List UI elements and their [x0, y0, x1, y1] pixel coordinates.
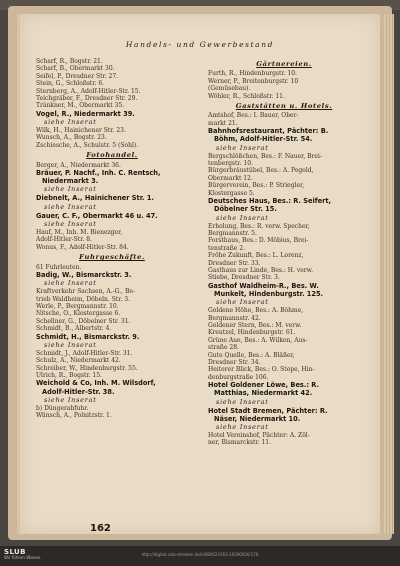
directory-entry: Bergschlößchen, Bes.: F. Nauer, Brei- — [208, 152, 322, 160]
directory-entry: trieb Waldheim, Döbeln. Str. 3. — [36, 295, 130, 303]
featured-entry: Adolf-Hitler-Str. 38. — [42, 387, 115, 396]
directory-entry: Bergmannstr. 5. — [208, 229, 257, 237]
directory-entry: 61 Fuhrleuten. — [36, 263, 82, 271]
featured-entry: Gasthof Waldheim-R., Bes. W. — [208, 281, 319, 290]
featured-entry: Deutsches Haus, Bes.: R. Seifert, — [208, 197, 331, 206]
directory-entry: Berger, A., Niedermarkt 36. — [36, 161, 121, 169]
directory-entry: Erholung, Bes.: R. verw. Specher, — [208, 222, 310, 230]
featured-entry: Matthias, Niedermarkt 42. — [214, 389, 313, 398]
see-advert-note: siehe Inserat — [216, 298, 269, 307]
slub-logo-subtitle: Wir führen Wissen. — [4, 555, 42, 560]
featured-entry: Vogel, R., Niedermarkt 39. — [36, 109, 135, 118]
see-advert-note: siehe Inserat — [216, 213, 269, 222]
directory-entry: Scharf, R., Bogstr. 21. — [36, 58, 103, 65]
directory-entry: Bergmannstr. 42. — [208, 314, 261, 322]
featured-entry: Badig, W., Bismarckstr. 3. — [36, 270, 132, 279]
category-heading: Fuhrgeschäfte. — [79, 253, 145, 262]
see-advert-note: siehe Inserat — [44, 340, 97, 349]
featured-entry: Böhm, Adolf-Hitler-Str. 54. — [214, 135, 313, 144]
directory-entry: Kraftverkehr Sachsen, A.-G., Be- — [36, 288, 135, 296]
directory-entry: Grüne Aue, Bes.: A. Wilken, Aus- — [208, 336, 308, 344]
category-heading: Gärtnereien. — [256, 60, 312, 68]
page-header: Handels- und Gewerbestand — [125, 40, 275, 49]
left-column — [36, 58, 188, 420]
directory-entry: Tränkner, M., Obermarkt 35. — [36, 102, 125, 110]
featured-entry: Niedermarkt 3. — [42, 177, 99, 186]
category-heading: Gaststätten u. Hotels. — [235, 102, 333, 111]
directory-entry: Zschiesche, A., Schulstr. 5 (Sohl). — [36, 141, 139, 149]
directory-entry: Werle, P., Bergmannstr. 10. — [36, 302, 119, 310]
see-advert-note: siehe Inserat — [44, 185, 97, 194]
directory-entry: Goldene Höhe, Bes.: A. Böhme, — [208, 307, 304, 315]
directory-entry: tenbergstr. 10. — [208, 160, 253, 168]
directory-entry: straße 28. — [208, 344, 239, 352]
category-heading: Fotohandel. — [86, 151, 138, 160]
directory-entry: Forsthaus, Bes.: D. Möbius, Brei- — [208, 237, 309, 245]
directory-entry: markt 21. — [208, 119, 238, 127]
directory-entry: Schellner, G., Döbelner Str. 31. — [36, 317, 131, 325]
book-page — [20, 14, 380, 534]
directory-entry: Fröhe Zukunft, Bes.: L. Lorenz, — [208, 252, 304, 260]
featured-entry: Bahnhofsrestaurant, Pächter: B. — [208, 127, 329, 136]
directory-entry: tenstraße 2. — [208, 244, 245, 252]
directory-entry: Seifel, P., Dresdner Str. 27. — [36, 72, 119, 80]
slub-logo-text: SLUB — [4, 548, 26, 556]
right-column — [208, 58, 360, 447]
directory-entry: Wunsch, A., Bogstr. 23. — [36, 134, 107, 142]
featured-entry: Weichold & Co, Inh. M. Wilsdorf, — [36, 379, 156, 388]
featured-entry: Schmidt, H., Bismarckstr. 9. — [36, 332, 140, 341]
directory-entry: Gasthaus zur Linde, Bes.: H. verw. — [208, 266, 313, 274]
featured-entry: Hotel Stadt Bremen, Pächter: R. — [208, 406, 328, 415]
featured-entry: Gauer, C. F., Obermarkt 46 u. 47. — [36, 211, 158, 220]
directory-entry: (Gemüsebau). — [208, 85, 251, 93]
directory-entry: Stiebe, Dresdner Str. 3. — [208, 274, 280, 282]
directory-entry: Adolf-Hitler-Str. 8. — [36, 236, 92, 244]
directory-entry: Kreutzel, Hindenburgstr. 61. — [208, 329, 296, 337]
featured-entry: Bräuer, P. Nachf., Inh. C. Rentsch, — [36, 169, 161, 178]
directory-entry: Dresdner Str. 34. — [208, 359, 261, 366]
directory-entry: Wilk, H., Hainichener Str. 23. — [36, 127, 126, 135]
featured-entry: Hotel Goldener Löwe, Bes.: R. — [208, 381, 319, 390]
directory-entry: Furth, R., Hindenburgstr. 10. — [208, 70, 297, 78]
directory-entry: Klostergasse 5. — [208, 189, 255, 197]
page-number: 162 — [90, 523, 111, 534]
directory-entry: Amtshof, Bes.: I. Bauer, Ober- — [208, 112, 299, 120]
directory-entry: Werner, P., Breitenburgstr. 10 — [208, 77, 299, 85]
directory-entry: Ulrich, R., Bogstr. 15. — [36, 371, 102, 379]
directory-entry: Obermarkt 12. — [208, 174, 253, 182]
see-advert-note: siehe Inserat — [44, 219, 97, 228]
directory-entry: Teichgräber, F., Dresdner Str. 29. — [36, 95, 138, 103]
featured-entry: Munkelt, Hindenburgstr. 125. — [214, 289, 324, 298]
directory-entry: b) Düngerabfuhr. — [36, 404, 89, 412]
directory-entry: Schmidt, B., Albertstr. 4. — [36, 325, 112, 333]
directory-entry: Nitsche, O., Klostergasse 6. — [36, 310, 121, 318]
directory-entry: Wonus, F., Adolf-Hitler-Str. 84. — [36, 243, 129, 251]
see-advert-note: siehe Inserat — [44, 118, 97, 127]
directory-entry: Bürgerverein, Bes.: P. Striegler, — [208, 182, 305, 190]
page-edges — [384, 14, 394, 534]
directory-entry: Heiterer Blick, Bes.: O. Stope, Hin- — [208, 366, 315, 374]
directory-entry: Schmidt, J., Adolf-Hitler-Str. 31. — [36, 349, 133, 357]
see-advert-note: siehe Inserat — [216, 423, 269, 432]
directory-entry: Hauf, M., Inh. M. Bienezger, — [36, 228, 123, 236]
directory-entry: Sternberg, A., Adolf-Hitler-Str. 15. — [36, 87, 141, 95]
featured-entry: Näser, Niedermarkt 10. — [214, 414, 301, 423]
see-advert-note: siehe Inserat — [44, 279, 97, 288]
directory-entry: Schulz, A., Niedermarkt 42. — [36, 357, 121, 365]
directory-entry: ner, Bismarckstr. 11. — [208, 439, 272, 447]
directory-entry: Wünsch, A., Polnitzstr. 1. — [36, 412, 112, 420]
see-advert-note: siehe Inserat — [216, 143, 269, 152]
directory-entry: Dresdner Str. 33. — [208, 259, 261, 267]
directory-entry: Gute Quelle, Bes.: A. Bläßer, — [208, 351, 295, 359]
featured-entry: Diebnelt, A., Hainichener Str. 1. — [36, 194, 154, 203]
directory-entry: Hotel Vereinshof, Pächter: A. Zöl- — [208, 432, 310, 440]
featured-entry: Döbelner Str. 15. — [214, 205, 277, 214]
directory-entry: Goldener Stern, Bes.: M. verw. — [208, 321, 302, 329]
directory-entry: Schreiber, W., Hindenburgstr. 55. — [36, 364, 138, 372]
directory-entry: denburgstraße 106. — [208, 373, 269, 381]
directory-entry: Scharf, B., Obermarkt 30. — [36, 65, 115, 73]
see-advert-note: siehe Inserat — [216, 397, 269, 406]
directory-entry: Bürgerbräustübel, Bes.: A. Pegold, — [208, 167, 314, 175]
see-advert-note: siehe Inserat — [44, 202, 97, 211]
directory-entry: Stein, G., Schloßstr. 6. — [36, 80, 105, 88]
directory-entry: Wöhler, R., Schloßstr. 11. — [208, 92, 285, 100]
source-url[interactable]: http://digital.slub-dresden.de/id380623163-19390000/176 — [141, 552, 259, 557]
see-advert-note: siehe Inserat — [44, 395, 97, 404]
